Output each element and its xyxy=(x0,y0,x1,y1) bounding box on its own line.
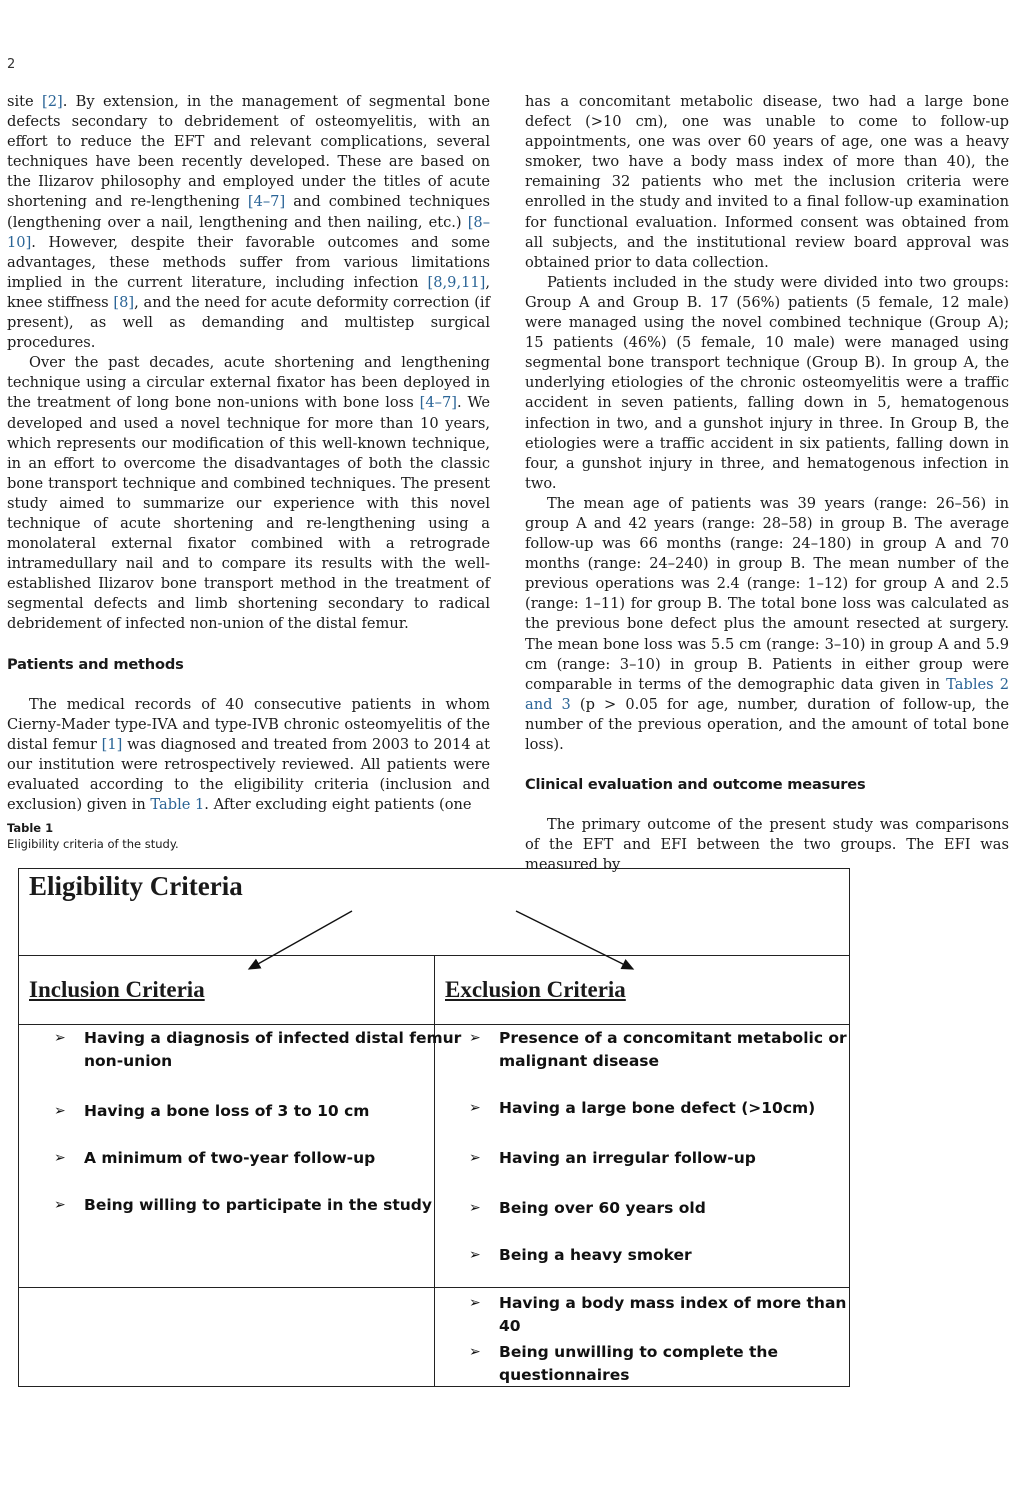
citation-link[interactable]: [8–10] xyxy=(7,213,490,251)
page-number: 2 xyxy=(7,57,16,72)
exclusion-criterion-item xyxy=(469,1292,849,1338)
exclusion-criterion-item-text: Having a body mass index of more than 40 xyxy=(499,1294,847,1335)
arrowhead-bullet-icon: ➢ xyxy=(469,1100,481,1116)
exclusion-criterion-item xyxy=(469,1244,692,1267)
citation-link[interactable]: [8,9,11] xyxy=(427,273,486,291)
arrow-to-inclusion xyxy=(249,911,352,969)
arrowhead-bullet-icon: ➢ xyxy=(54,1197,66,1213)
right-paragraph-1: has a concomitant metabolic disease, two had a large bone defect (>10 cm), one was unable to come to follow-up appointments, one was over 60 years of age, one was a heavy smoker, two have a body mass index of more than 40), the remaining 32 patients who met the inclusion criteria were enrolled in the study and invited to a final follow-up examination for functional evaluation. Informed consent was obtained from all subjects, and the institutional review board approval was obtained prior to data collection. xyxy=(525,93,1009,271)
right-paragraph-4: The primary outcome of the present study was comparisons of the EFT and EFI between the two groups. The EFI was measured by xyxy=(525,816,1009,874)
citation-link[interactable]: [2] xyxy=(42,93,63,110)
exclusion-criterion-item-text: questionnaires xyxy=(499,1366,630,1384)
eligibility-table xyxy=(18,868,850,1387)
exclusion-criterion-item xyxy=(469,1097,816,1120)
section-heading-patients-methods: Patients and methods xyxy=(7,655,184,673)
left-paragraph-3: The medical records of 40 consecutive patients in whom Cierny-Mader type-IVA and type-IVB chronic osteomyelitis of the distal femur [1] was diagnosed and treated from 2003 to 2014 at our institution were retrospectively reviewed. All patients were evaluated according to the eligibility criteria (inclusion and exclusion) given in Table 1. After excluding eight patients (one xyxy=(7,695,490,814)
exclusion-criterion-item-text: Being unwilling to complete the xyxy=(499,1343,778,1361)
inclusion-criterion-item xyxy=(54,1194,432,1217)
table-number: Table 1 xyxy=(7,821,54,835)
right-paragraph-3: The mean age of patients was 39 years (range: 26–56) in group A and 42 years (range: 28–58) in group B. The average follow-up was 66 months (range: 24–180) in group A and 70 months (range: 24–240) in group B. The mean number of the previous operations was 2.4 (range: 1–12) for group A and 2.5 (range: 1–11) for group B. The total bone loss was calculated as the previous bone defect plus the amount resected at surgery. The mean bone loss was 5.5 cm (range: 3–10) in group A and 5.9 cm (range: 3–10) in group B. Patients in either group were comparable in terms of the demographic data given in Tables 2 and 3 (p > 0.05 for age, number, duration of follow-up, the number of the previous operation, and the amount of total bone loss). xyxy=(525,494,1009,753)
inclusion-criterion-item-text: Having a diagnosis of infected distal femur xyxy=(84,1029,462,1047)
citation-link[interactable]: [4–7] xyxy=(247,193,286,211)
exclusion-criterion-item-text: Being over 60 years old xyxy=(499,1199,706,1217)
arrowhead-bullet-icon: ➢ xyxy=(469,1295,481,1311)
left-column xyxy=(7,92,490,815)
inclusion-criterion-item-text: A minimum of two-year follow-up xyxy=(84,1149,376,1167)
arrowhead-bullet-icon: ➢ xyxy=(469,1150,481,1166)
arrow-to-exclusion xyxy=(516,911,633,969)
right-paragraph-2: Patients included in the study were divided into two groups: Group A and Group B. 17 (56%) patients (5 female, 12 male) were managed using the novel combined technique (Group A); 15 patients (46%) (5 female, 10 male) were managed using segmental bone transport technique (Group B). In group A, the underlying etiologies of the chronic osteomyelitis were a traffic accident in seven patients, falling down in 5, hematogenous infection in two, and a gunshot injury in three. In Group B, the etiologies were a traffic accident in six patients, falling down in four, a gunshot injury in three, and hematogenous infection in two. xyxy=(525,273,1009,492)
right-column xyxy=(525,92,1009,875)
arrowhead-bullet-icon: ➢ xyxy=(469,1344,481,1360)
left-paragraph-2: Over the past decades, acute shortening and lengthening technique using a circular external fixator has been deployed in the treatment of long bone non-unions with bone loss [4–7]. We developed and used a novel technique for more than 10 years, which represents our modification of this well-known technique, in an effort to overcome the disadvantages of both the classic bone transport technique and combined techniques. The present study aimed to summarize our experience with this novel technique of acute shortening and re-lengthening using a monolateral external fixator combined with a retrograde intramedullary nail and to compare its results with the well-established Ilizarov bone transport method in the treatment of segmental defects and limb shortening secondary to radical debridement of infected non-union of the distal femur. xyxy=(7,354,490,633)
inclusion-criterion-item xyxy=(54,1147,376,1170)
citation-link[interactable]: [4–7] xyxy=(419,394,457,412)
arrowhead-bullet-icon: ➢ xyxy=(469,1030,481,1046)
exclusion-criterion-item xyxy=(469,1341,778,1387)
inclusion-criterion-item-text: non-union xyxy=(84,1052,173,1070)
inclusion-criteria-header: Inclusion Criteria xyxy=(29,977,205,1002)
inclusion-criterion-item-text: Being willing to participate in the study xyxy=(84,1196,432,1214)
arrowhead-bullet-icon: ➢ xyxy=(54,1150,66,1166)
citation-link[interactable]: [1] xyxy=(101,735,123,753)
arrowhead-bullet-icon: ➢ xyxy=(54,1030,66,1046)
exclusion-criterion-item xyxy=(469,1197,706,1220)
section-heading-clinical-evaluation: Clinical evaluation and outcome measures xyxy=(525,776,866,794)
exclusion-criterion-item-text: Having a large bone defect (>10cm) xyxy=(499,1099,816,1117)
exclusion-criteria-header: Exclusion Criteria xyxy=(445,977,626,1002)
citation-link[interactable]: [8] xyxy=(113,293,135,311)
arrowhead-bullet-icon: ➢ xyxy=(469,1247,481,1263)
citation-link[interactable]: Table 1 xyxy=(150,796,205,814)
arrowhead-bullet-icon: ➢ xyxy=(54,1103,66,1119)
table-caption xyxy=(7,820,179,852)
inclusion-criterion-item xyxy=(54,1100,370,1123)
table-title: Eligibility Criteria xyxy=(29,871,243,901)
left-paragraph-1: site [2]. By extension, in the management of segmental bone defects secondary to debridement of osteomyelitis, with an effort to reduce the EFT and relevant complications, several techniques have been recently developed. These are based on the Ilizarov philosophy and employed under the titles of acute shortening and re-lengthening [4–7] and combined techniques (lengthening over a nail, lengthening and then nailing, etc.) [8–10]. However, despite their favorable outcomes and some advantages, these methods suffer from various limitations implied in the current literature, including infection [8,9,11], knee stiffness [8], and the need for acute deformity correction (if present), as well as demanding and multistep surgical procedures. xyxy=(7,93,491,352)
exclusion-criterion-item-text: malignant disease xyxy=(499,1052,660,1070)
table-caption-text: Eligibility criteria of the study. xyxy=(7,837,179,851)
exclusion-criterion-item-text: Presence of a concomitant metabolic or xyxy=(499,1029,847,1047)
exclusion-criterion-item-text: Having an irregular follow-up xyxy=(499,1149,756,1167)
arrowhead-bullet-icon: ➢ xyxy=(469,1200,481,1216)
inclusion-criterion-item xyxy=(54,1027,462,1073)
exclusion-criterion-item-text: Being a heavy smoker xyxy=(499,1246,692,1264)
exclusion-criterion-item xyxy=(469,1027,847,1073)
inclusion-criterion-item-text: Having a bone loss of 3 to 10 cm xyxy=(84,1102,370,1120)
exclusion-criterion-item xyxy=(469,1147,756,1170)
citation-link[interactable]: Tables 2 and 3 xyxy=(525,675,1009,713)
